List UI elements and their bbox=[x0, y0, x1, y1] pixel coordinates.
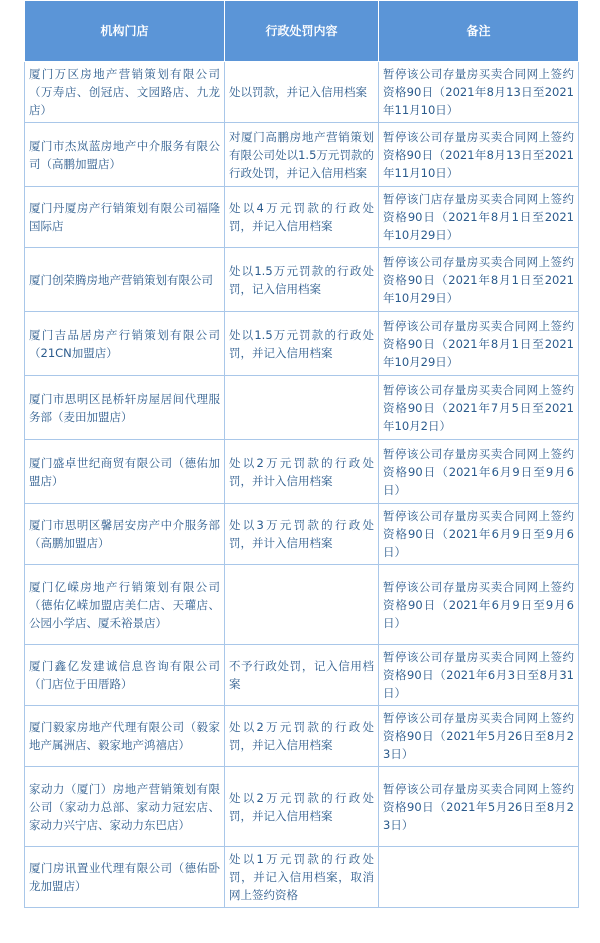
cell-note: 暂停该公司存量房买卖合同网上签约资格90日（2021年6月9日至9月6日） bbox=[379, 504, 579, 565]
cell-note: 暂停该门店存量房买卖合同网上签约资格90日（2021年8月1日至2021年10月29日） bbox=[379, 187, 579, 248]
table-row bbox=[25, 312, 579, 376]
cell-note: 暂停该公司存量房买卖合同网上签约资格90日（2021年6月9日至9月6日） bbox=[379, 565, 579, 645]
table-row bbox=[25, 847, 579, 908]
cell-note: 暂停该公司存量房买卖合同网上签约资格90日（2021年6月9日至9月6日） bbox=[379, 440, 579, 504]
cell-agency: 厦门盛卓世纪商贸有限公司（德佑加盟店） bbox=[25, 440, 225, 504]
cell-penalty: 处以2万元罚款的行政处罚，并记入信用档案 bbox=[225, 767, 379, 847]
cell-agency: 厦门创荣腾房地产营销策划有限公司 bbox=[25, 248, 225, 312]
table-row bbox=[25, 565, 579, 645]
header-penalty: 行政处罚内容 bbox=[225, 1, 379, 62]
cell-penalty: 对厦门高鹏房地产营销策划有限公司处以1.5万元罚款的行政处罚，并记入信用档案 bbox=[225, 123, 379, 187]
cell-agency: 厦门万区房地产营销策划有限公司（万寿店、创冠店、文园路店、九龙店） bbox=[25, 62, 225, 123]
cell-agency: 厦门丹厦房产行销策划有限公司福隆国际店 bbox=[25, 187, 225, 248]
header-note: 备注 bbox=[379, 1, 579, 62]
table-row bbox=[25, 767, 579, 847]
cell-penalty: 处以2万元罚款的行政处罚，并计入信用档案 bbox=[225, 440, 379, 504]
cell-note: 暂停该公司存量房买卖合同网上签约资格90日（2021年8月13日至2021年11月10日） bbox=[379, 62, 579, 123]
table-row bbox=[25, 504, 579, 565]
cell-note: 暂停该公司存量房买卖合同网上签约资格90日（2021年7月5日至2021年10月2日） bbox=[379, 376, 579, 440]
cell-note bbox=[379, 847, 579, 908]
header-agency: 机构门店 bbox=[25, 1, 225, 62]
cell-penalty: 不予行政处罚，记入信用档案 bbox=[225, 645, 379, 706]
cell-penalty: 处以3万元罚款的行政处罚，并计入信用档案 bbox=[225, 504, 379, 565]
cell-note: 暂停该公司存量房买卖合同网上签约资格90日（2021年8月1日至2021年10月29日） bbox=[379, 312, 579, 376]
table-row bbox=[25, 440, 579, 504]
cell-agency: 厦门市杰岚蓝房地产中介服务有限公司（高鹏加盟店） bbox=[25, 123, 225, 187]
cell-agency: 厦门市思明区昆桥轩房屋居间代理服务部（麦田加盟店） bbox=[25, 376, 225, 440]
cell-penalty bbox=[225, 565, 379, 645]
table-row bbox=[25, 645, 579, 706]
table-row bbox=[25, 706, 579, 767]
cell-agency: 厦门毅家房地产代理有限公司（毅家地产属洲店、毅家地产鸿禧店） bbox=[25, 706, 225, 767]
cell-note: 暂停该公司存量房买卖合同网上签约资格90日（2021年8月13日至2021年11月10日） bbox=[379, 123, 579, 187]
cell-note: 暂停该公司存量房买卖合同网上签约资格90日（2021年6月3日至8月31日） bbox=[379, 645, 579, 706]
table-row bbox=[25, 62, 579, 123]
cell-agency: 家动力（厦门）房地产营销策划有限公司（家动力总部、家动力冠宏店、家动力兴宁店、家动力东巴店） bbox=[25, 767, 225, 847]
table-header-row bbox=[25, 1, 579, 62]
cell-note: 暂停该公司存量房买卖合同网上签约资格90日（2021年5月26日至8月23日） bbox=[379, 706, 579, 767]
table-row bbox=[25, 123, 579, 187]
cell-agency: 厦门吉品居房产行销策划有限公司（21CN加盟店） bbox=[25, 312, 225, 376]
cell-penalty: 处以4万元罚款的行政处罚，并记入信用档案 bbox=[225, 187, 379, 248]
table-row bbox=[25, 376, 579, 440]
cell-penalty: 处以1.5万元罚款的行政处罚，并记入信用档案 bbox=[225, 312, 379, 376]
cell-agency: 厦门市思明区馨居安房产中介服务部（高鹏加盟店） bbox=[25, 504, 225, 565]
cell-note: 暂停该公司存量房买卖合同网上签约资格90日（2021年5月26日至8月23日） bbox=[379, 767, 579, 847]
table-body bbox=[25, 62, 579, 908]
cell-penalty bbox=[225, 376, 379, 440]
cell-penalty: 处以2万元罚款的行政处罚，并记入信用档案 bbox=[225, 706, 379, 767]
cell-agency: 厦门亿嵘房地产行销策划有限公司（德佑亿嵘加盟店美仁店、天瓘店、公园小学店、厦禾裕景店） bbox=[25, 565, 225, 645]
cell-penalty: 处以罚款，并记入信用档案 bbox=[225, 62, 379, 123]
cell-penalty: 处以1.5万元罚款的行政处罚，记入信用档案 bbox=[225, 248, 379, 312]
table-row bbox=[25, 248, 579, 312]
cell-agency: 厦门房讯置业代理有限公司（德佑卧龙加盟店） bbox=[25, 847, 225, 908]
penalty-table bbox=[24, 0, 579, 908]
cell-agency: 厦门鑫亿发建诚信息咨询有限公司（门店位于田厝路） bbox=[25, 645, 225, 706]
penalty-table-container bbox=[24, 0, 578, 908]
cell-note: 暂停该公司存量房买卖合同网上签约资格90日（2021年8月1日至2021年10月29日） bbox=[379, 248, 579, 312]
table-row bbox=[25, 187, 579, 248]
cell-penalty: 处以1万元罚款的行政处罚，并记入信用档案，取消网上签约资格 bbox=[225, 847, 379, 908]
